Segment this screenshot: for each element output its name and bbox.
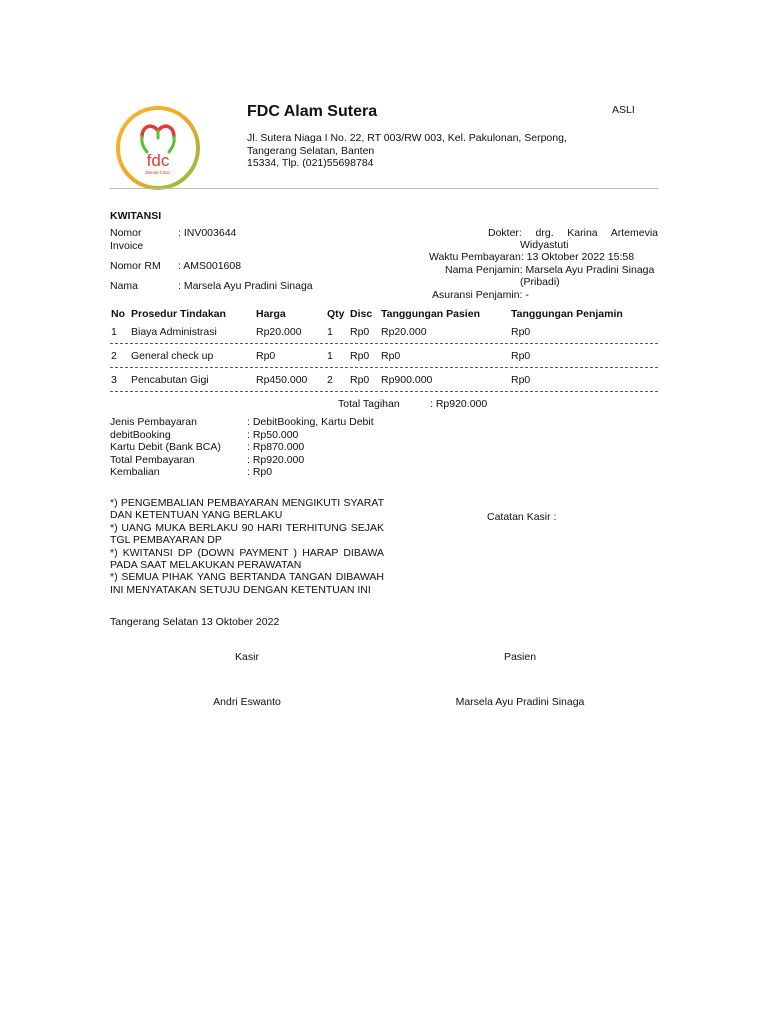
logo-subtext: Dental Clinic	[145, 170, 171, 175]
doctor-line: Dokter: drg. Karina Artemevia	[488, 227, 658, 239]
insurance: Asuransi Penjamin: -	[432, 289, 529, 301]
address-line: Tangerang Selatan, Banten	[247, 144, 375, 157]
row-qty: 1	[327, 326, 333, 338]
col-header-guarantor: Tanggungan Penjamin	[511, 308, 623, 320]
col-header-price: Harga	[256, 308, 286, 320]
clinic-name: FDC Alam Sutera	[247, 103, 378, 120]
place-date: Tangerang Selatan 13 Oktober 2022	[110, 616, 280, 628]
terms-notes	[110, 497, 384, 596]
invoice-value: : INV003644	[178, 227, 237, 239]
row-qty: 1	[327, 350, 333, 362]
payment-label: Jenis Pembayaran	[110, 416, 197, 428]
row-no: 2	[111, 350, 117, 362]
row-price: Rp20.000	[256, 326, 302, 338]
row-no: 1	[111, 326, 117, 338]
tooth-logo-icon	[115, 105, 201, 191]
payment-time: Waktu Pembayaran: 13 Oktober 2022 15:58	[429, 251, 635, 263]
rm-label: Nomor RM	[110, 260, 161, 272]
invoice-label	[110, 227, 143, 252]
col-header-disc: Disc	[350, 308, 373, 320]
invoice-label-line: Nomor	[110, 227, 142, 239]
payment-label: Kartu Debit (Bank BCA)	[110, 441, 221, 453]
payment-values	[247, 416, 374, 479]
header-divider	[110, 188, 658, 189]
address-line: Jl. Sutera Niaga I No. 22, RT 003/RW 003, Kel. Pakulonan, Serpong,	[247, 132, 567, 144]
row-procedure: Biaya Administrasi	[131, 326, 217, 338]
row-qty: 2	[327, 374, 333, 386]
doctor-line-2: Widyastuti	[520, 239, 569, 251]
row-disc: Rp0	[350, 350, 370, 362]
row-patient: Rp0	[381, 350, 401, 362]
payment-labels	[110, 416, 221, 479]
address-line: 15334, Tlp. (021)55698784	[247, 157, 374, 169]
logo-text: fdc	[146, 151, 170, 170]
payment-label: Kembalian	[110, 466, 160, 478]
guarantor-name-2: (Pribadi)	[520, 276, 560, 288]
clinic-address	[247, 132, 567, 170]
row-disc: Rp0	[350, 374, 370, 386]
payment-value: : Rp50.000	[247, 428, 299, 441]
cashier-note-label: Catatan Kasir :	[487, 511, 557, 523]
note-item: *) SEMUA PIHAK YANG BERTANDA TANGAN DIBAWAH INI MENYATAKAN SETUJU DENGAN KETENTUAN INI	[110, 571, 384, 596]
row-disc: Rp0	[350, 326, 370, 338]
cashier-name: Andri Eswanto	[213, 696, 281, 708]
col-header-procedure: Prosedur Tindakan	[131, 308, 226, 320]
row-patient: Rp20.000	[381, 326, 427, 338]
patient-role: Pasien	[503, 651, 537, 663]
clinic-logo	[115, 105, 201, 191]
document-title: KWITANSI	[110, 210, 162, 222]
patient-name: Marsela Ayu Pradini Sinaga	[455, 696, 585, 708]
note-item: *) PENGEMBALIAN PEMBAYARAN MENGIKUTI SYARAT DAN KETENTUAN YANG BERLAKU	[110, 497, 384, 522]
row-divider	[110, 343, 658, 344]
payment-value: : DebitBooking, Kartu Debit	[247, 416, 374, 428]
row-divider	[110, 391, 658, 392]
row-guarantor: Rp0	[511, 374, 531, 386]
row-patient: Rp900.000	[381, 374, 433, 386]
col-header-no: No	[111, 308, 125, 320]
guarantor-name: Nama Penjamin: Marsela Ayu Pradini Sinaga	[445, 264, 655, 276]
row-divider	[110, 367, 658, 368]
payment-value: : Rp0	[247, 466, 273, 478]
payment-label: Total Pembayaran	[110, 453, 195, 466]
row-no: 3	[111, 374, 117, 386]
payment-label: debitBooking	[110, 428, 171, 441]
row-procedure: General check up	[131, 350, 214, 362]
rm-value: : AMS001608	[178, 260, 242, 272]
invoice-label-line: Invoice	[110, 239, 144, 252]
row-guarantor: Rp0	[511, 350, 531, 362]
row-price: Rp450.000	[256, 374, 308, 386]
row-guarantor: Rp0	[511, 326, 531, 338]
col-header-patient: Tanggungan Pasien	[381, 308, 480, 320]
cashier-role: Kasir	[235, 651, 259, 663]
name-label: Nama	[110, 280, 139, 292]
row-procedure: Pencabutan Gigi	[131, 374, 209, 386]
note-item: *) UANG MUKA BERLAKU 90 HARI TERHITUNG SEJAK TGL PEMBAYARAN DP	[110, 521, 384, 547]
payment-value: : Rp870.000	[247, 441, 305, 453]
total-label: Total Tagihan	[338, 398, 400, 410]
copy-label: ASLI	[612, 104, 635, 116]
col-header-qty: Qty	[327, 308, 345, 320]
note-item: *) KWITANSI DP (DOWN PAYMENT ) HARAP DIBAWA PADA SAAT MELAKUKAN PERAWATAN	[110, 546, 384, 572]
row-price: Rp0	[256, 350, 276, 362]
total-value: : Rp920.000	[430, 398, 488, 410]
name-value: : Marsela Ayu Pradini Sinaga	[178, 280, 313, 292]
payment-value: : Rp920.000	[247, 453, 305, 466]
